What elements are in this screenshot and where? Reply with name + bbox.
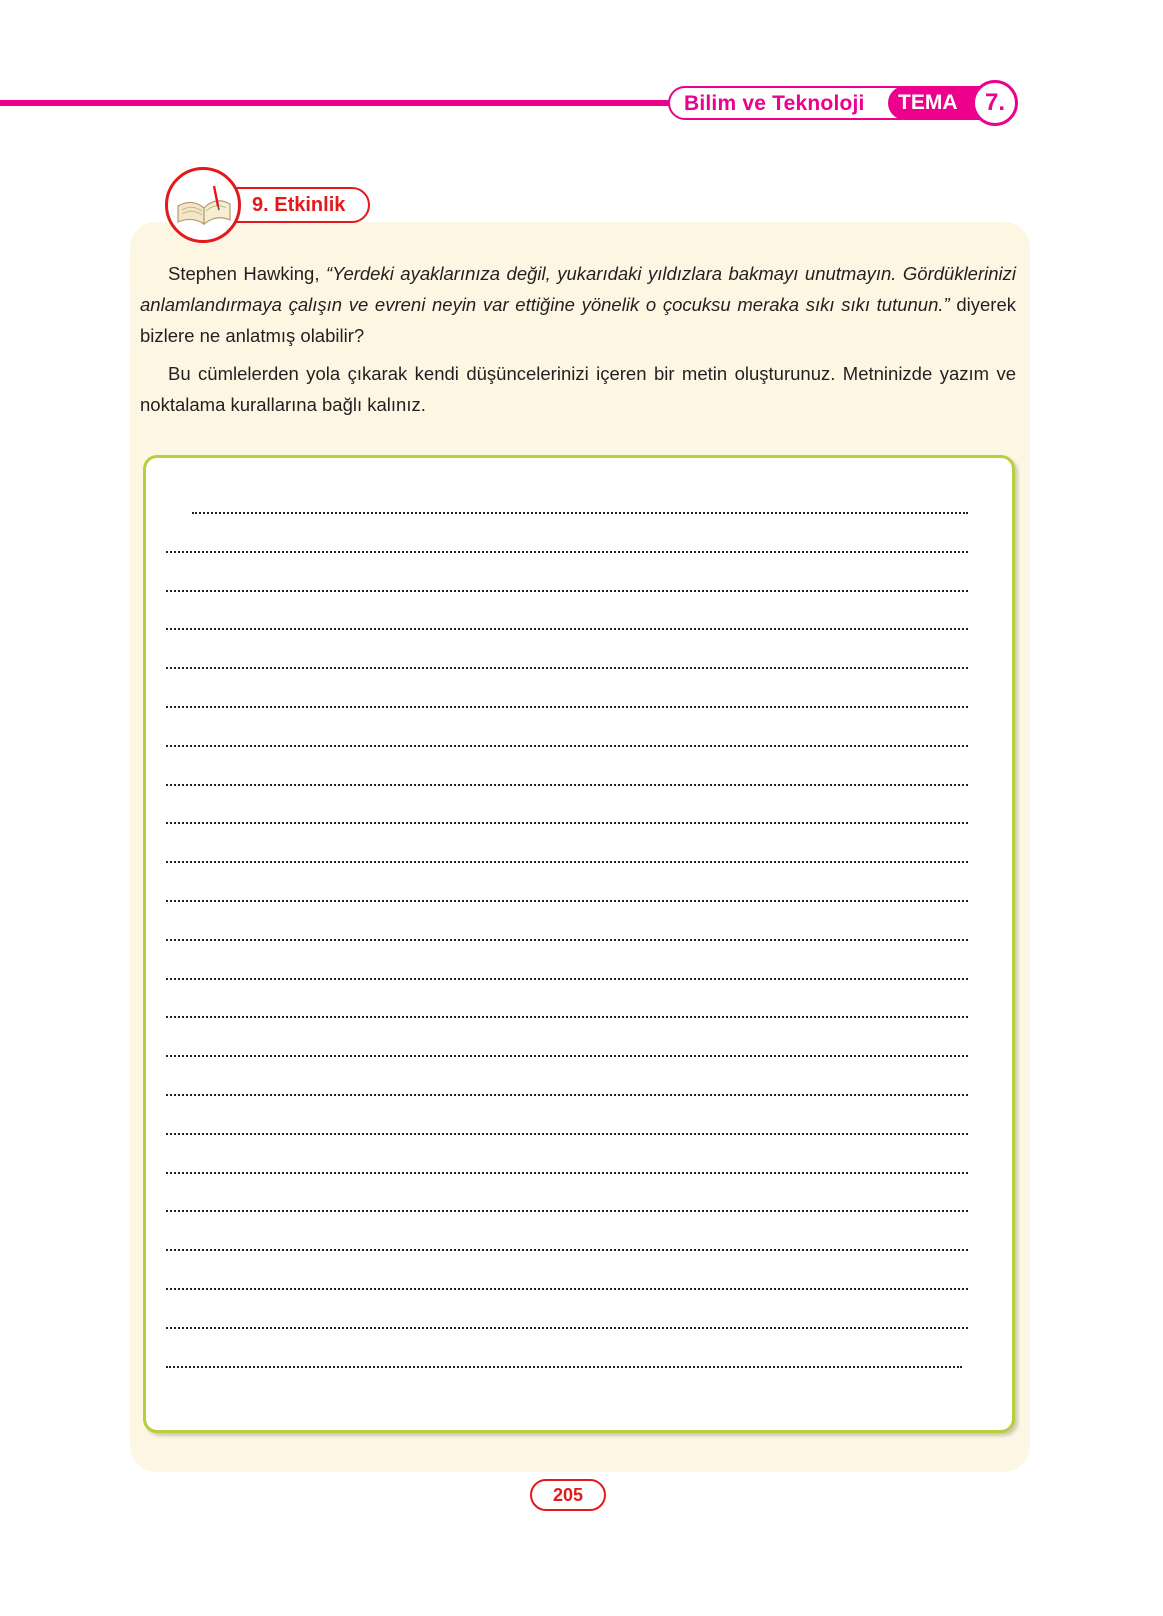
writing-line[interactable] bbox=[192, 512, 968, 514]
writing-line[interactable] bbox=[166, 1094, 968, 1096]
writing-line[interactable] bbox=[166, 978, 968, 980]
writing-line[interactable] bbox=[166, 939, 968, 941]
open-book-icon bbox=[165, 167, 241, 243]
header-rule bbox=[0, 100, 680, 106]
writing-line[interactable] bbox=[166, 900, 968, 902]
answer-writing-area[interactable] bbox=[143, 455, 1015, 1433]
page-number: 205 bbox=[530, 1479, 606, 1511]
writing-line[interactable] bbox=[166, 784, 968, 786]
question-paragraph bbox=[140, 258, 1016, 351]
writing-line[interactable] bbox=[166, 1366, 962, 1368]
writing-line[interactable] bbox=[166, 822, 968, 824]
hawking-quote: “Yerdeki ayaklarınıza değil, yukarıdaki yıldızlara bakmayı unutmayın. Gördüklerinizi anlamlandırmaya çalışın ve evreni neyin var ettiğine yönelik o çocuksu meraka sıkı sıkı tutunun.” bbox=[140, 263, 1016, 315]
writing-line[interactable] bbox=[166, 745, 968, 747]
writing-line[interactable] bbox=[166, 1016, 968, 1018]
writing-line[interactable] bbox=[166, 590, 968, 592]
writing-line[interactable] bbox=[166, 1172, 968, 1174]
tema-label: TEMA bbox=[898, 91, 958, 114]
writing-line[interactable] bbox=[166, 1327, 968, 1329]
activity-title: 9. Etkinlik bbox=[252, 194, 346, 216]
writing-line[interactable] bbox=[166, 1055, 968, 1057]
tema-number: 7. bbox=[972, 80, 1018, 126]
writing-line[interactable] bbox=[166, 1249, 968, 1251]
writing-line[interactable] bbox=[166, 551, 968, 553]
writing-line[interactable] bbox=[166, 861, 968, 863]
writing-line[interactable] bbox=[166, 667, 968, 669]
writing-line[interactable] bbox=[166, 1210, 968, 1212]
theme-title: Bilim ve Teknoloji bbox=[684, 92, 865, 115]
instruction-text: Bu cümlelerden yola çıkarak kendi düşüncelerinizi içeren bir metin oluşturunuz. Metninizde yazım ve noktalama kurallarına bağlı kalınız. bbox=[140, 363, 1016, 415]
instruction-paragraph bbox=[140, 358, 1016, 420]
writing-line[interactable] bbox=[166, 1288, 968, 1290]
writing-line[interactable] bbox=[166, 1133, 968, 1135]
writing-line[interactable] bbox=[166, 628, 968, 630]
quote-intro: Stephen Hawking, bbox=[168, 263, 326, 284]
writing-line[interactable] bbox=[166, 706, 968, 708]
question-text: diyerek bizlere ne anlatmış olabilir? bbox=[140, 294, 1017, 346]
